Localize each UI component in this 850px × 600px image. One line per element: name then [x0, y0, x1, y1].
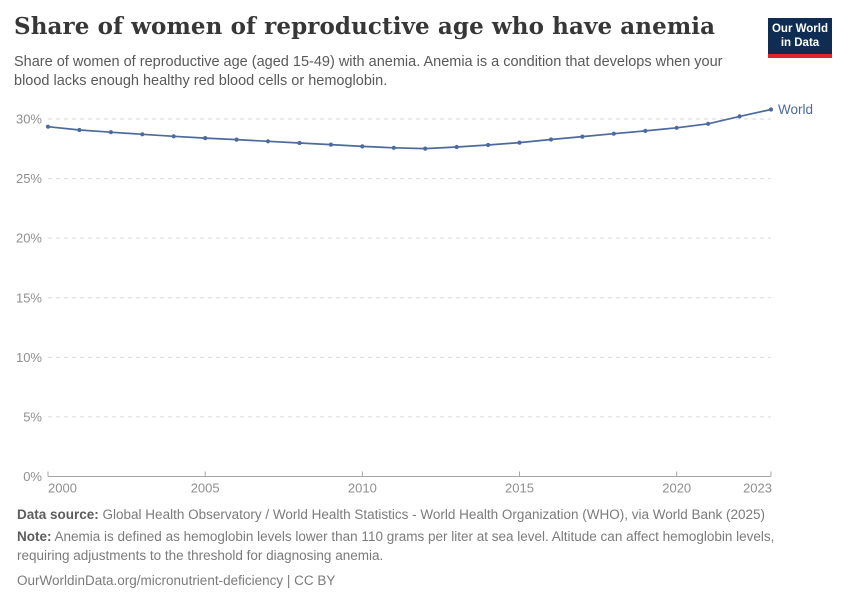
- data-point[interactable]: [392, 146, 396, 150]
- chart-footer: [17, 505, 829, 593]
- note-label: Note:: [17, 529, 52, 544]
- data-point[interactable]: [455, 145, 459, 149]
- data-point[interactable]: [140, 132, 144, 136]
- data-point[interactable]: [266, 139, 270, 143]
- y-tick-label-5: 5%: [23, 409, 42, 425]
- x-tick-label-2023: 2023: [743, 480, 772, 496]
- series-end-label[interactable]: World: [778, 101, 814, 117]
- page-title: Share of women of reproductive age who have anemia: [14, 13, 716, 40]
- y-tick-label-15: 15%: [15, 290, 42, 306]
- y-tick-label-20: 20%: [15, 230, 42, 246]
- data-point[interactable]: [549, 137, 553, 141]
- citation-line[interactable]: OurWorldinData.org/micronutrient-deficiency | CC BY: [17, 573, 336, 588]
- x-tick-label-2005: 2005: [190, 480, 220, 496]
- data-point[interactable]: [612, 132, 616, 136]
- note-text: Anemia is defined as hemoglobin levels lower than 110 grams per liter at sea level. Altitude can affect hemoglobin levels, requiring adjustments to the threshold for diagnosing anemia.: [17, 529, 775, 563]
- data-point[interactable]: [706, 122, 710, 126]
- x-tick-label-2000: 2000: [48, 480, 77, 496]
- data-point[interactable]: [738, 114, 742, 118]
- data-point[interactable]: [172, 134, 176, 138]
- data-point[interactable]: [329, 143, 333, 147]
- x-tick-label-2020: 2020: [662, 480, 692, 496]
- data-point[interactable]: [203, 136, 207, 140]
- y-tick-label-10: 10%: [15, 349, 42, 365]
- y-tick-label-25: 25%: [15, 171, 42, 187]
- data-point[interactable]: [675, 126, 679, 130]
- data-source-text: Global Health Observatory / World Health Statistics - World Health Organization (WHO), via World Bank (2025): [98, 507, 766, 522]
- data-point[interactable]: [769, 107, 773, 111]
- y-tick-label-0: 0%: [23, 469, 42, 484]
- owid-logo-line2: in Data: [780, 36, 820, 49]
- data-point[interactable]: [360, 144, 364, 148]
- data-point[interactable]: [643, 129, 647, 133]
- series-line-world[interactable]: [48, 110, 771, 149]
- data-point[interactable]: [486, 143, 490, 147]
- data-point[interactable]: [297, 141, 301, 145]
- data-point[interactable]: [235, 138, 239, 142]
- y-tick-label-30: 30%: [15, 111, 42, 127]
- data-point[interactable]: [517, 141, 521, 145]
- data-source-line: [17, 505, 829, 524]
- data-point[interactable]: [46, 125, 50, 129]
- data-point[interactable]: [423, 147, 427, 151]
- x-tick-label-2010: 2010: [347, 480, 377, 496]
- data-point[interactable]: [580, 135, 584, 139]
- owid-logo-line1: Our World: [771, 23, 828, 35]
- chart-subtitle: Share of women of reproductive age (aged 15-49) with anemia. Anemia is a condition that develops when your blood lacks enough healthy red blood cells or hemoglobin.: [14, 54, 723, 89]
- x-tick-label-2015: 2015: [505, 480, 534, 496]
- data-point[interactable]: [77, 128, 81, 132]
- data-point[interactable]: [109, 130, 113, 134]
- note-line: [17, 527, 829, 565]
- data-source-label: Data source:: [17, 507, 99, 522]
